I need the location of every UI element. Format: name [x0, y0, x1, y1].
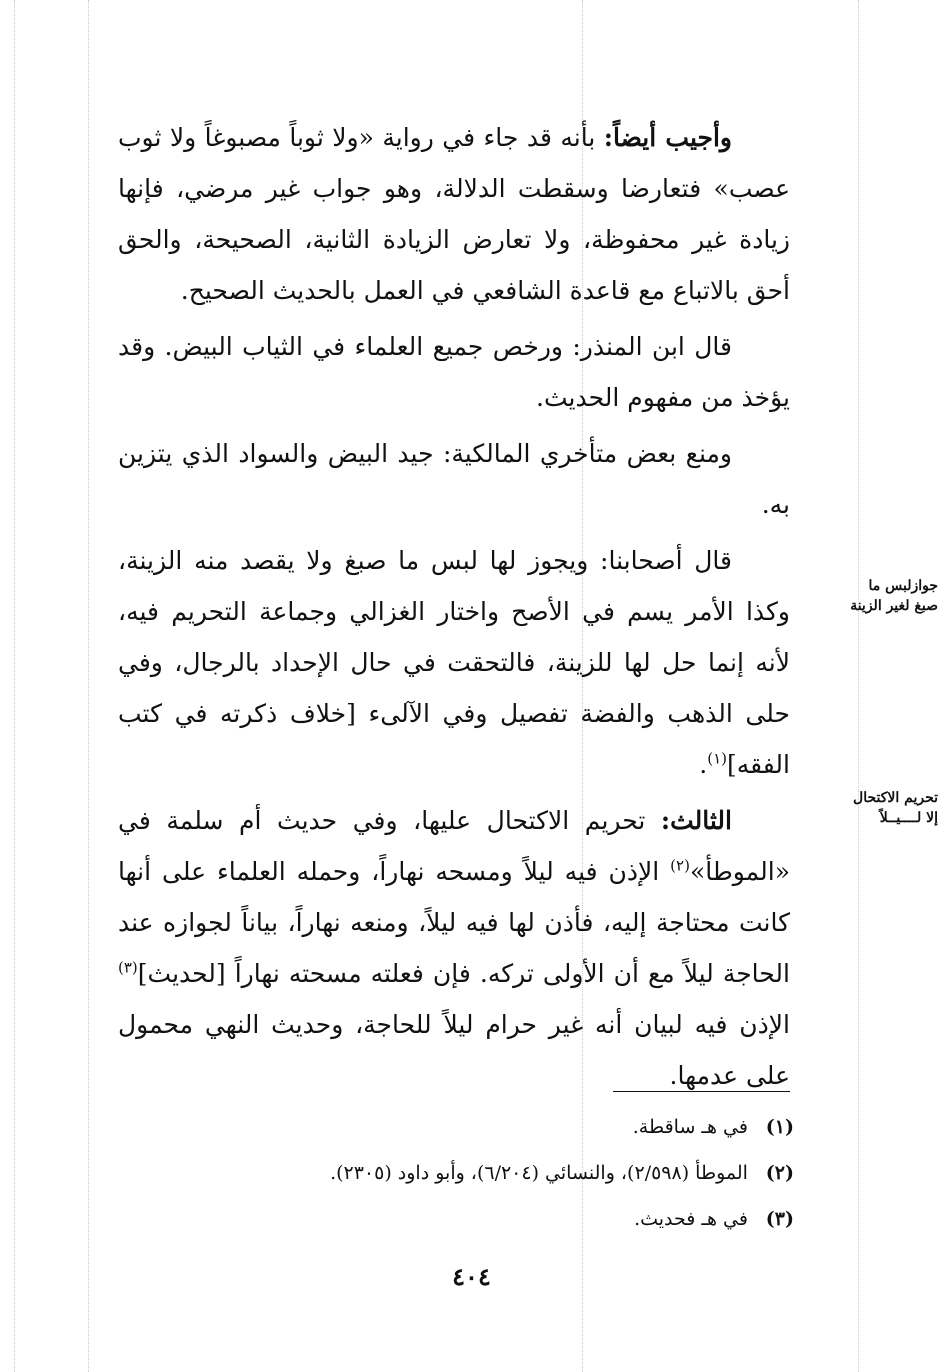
margin-note-line: صبغ لغير الزينة: [850, 598, 938, 614]
margin-note-line: تحريم الاكتحال: [853, 790, 938, 806]
footnote: [118, 1104, 794, 1150]
scan-artifact-line: [14, 0, 15, 1372]
page-number: ٤٠٤: [452, 1262, 491, 1291]
paragraph-text: تحريم الاكتحال عليها، وفي حديث أم سلمة في «الموطأ»: [118, 806, 790, 886]
paragraph-text: قال ابن المنذر: ورخص جميع العلماء في الثياب البيض. وقد يؤخذ من مفهوم الحديث.: [118, 332, 790, 412]
paragraph-text: الإذن فيه لبيان أنه غير حرام ليلاً للحاجة، وحديث النهي محمول على عدمها.: [118, 1010, 790, 1090]
scan-artifact-line: [858, 0, 859, 1372]
footnote-ref: (١): [707, 749, 727, 768]
paragraph-text: ومنع بعض متأخري المالكية: جيد البيض والسواد الذي يتزين به.: [118, 439, 790, 519]
footnote: [118, 1196, 794, 1242]
footnote-number: (٢): [765, 1162, 794, 1184]
paragraph-text: بأنه قد جاء في رواية «ولا ثوباً مصبوغاً ولا ثوب عصب» فتعارضا وسقطت الدلالة، وهو جواب غير مرضي، فإنها زيادة غير محفوظة، ولا تعارض الزيادة الثانية، الصحيحة، والحق أحق بالاتباع مع قاعدة الشافعي في العمل بالحديث الصحيح.: [118, 123, 790, 305]
footnote-separator: [613, 1091, 790, 1092]
footnote-number: (١): [765, 1116, 794, 1138]
paragraph: [118, 428, 790, 530]
margin-note-kohl: [798, 788, 938, 828]
paragraph: [118, 535, 790, 790]
margin-note-line: جوازلبس ما: [868, 578, 938, 594]
paragraph-text: الإذن فيه ليلاً ومسحه نهاراً، وحمله العلماء على أنها كانت محتاجة إليه، فأذن لها فيه ليلاً، ومنعه نهاراً، بياناً لجوازه عند الحاجة ليلاً مع أن الأولى تركه. فإن فعلته مسحته نهاراً [لحديث]: [118, 857, 790, 988]
paragraph: [118, 321, 790, 423]
footnote: [118, 1150, 794, 1196]
footnote-ref: (٢): [670, 856, 690, 875]
paragraph-lead: وأجيب أيضاً:: [603, 123, 732, 152]
footnote-text: الموطأ (٢/٥٩٨)، والنسائي (٦/٢٠٤)، وأبو داود (٢٣٠٥).: [330, 1162, 748, 1184]
footnote-number: (٣): [765, 1208, 794, 1230]
paragraph: [118, 112, 790, 316]
margin-note-dye: [798, 576, 938, 616]
footnotes: [118, 1104, 794, 1242]
margin-note-line: إلا لــــيــلاً: [879, 810, 938, 826]
footnote-text: في هـ فحديث.: [634, 1208, 748, 1230]
paragraph-text: قال أصحابنا: ويجوز لها لبس ما صبغ ولا يقصد منه الزينة، وكذا الأمر يسم في الأصح واختار الغزالي وجماعة التحريم فيه، لأنه إنما حل لها للزينة، فالتحقت في حال الإحداد بالرجال، وفي حلى الذهب والفضة تفصيل وفي الآلىء [خلاف ذكرته في كتب الفقه]: [118, 546, 790, 779]
footnote-ref: (٣): [118, 958, 138, 977]
paragraph-lead: الثالث:: [660, 806, 732, 835]
main-text: [118, 112, 790, 1106]
footnote-text: في هـ ساقطة.: [632, 1116, 748, 1138]
paragraph-tail: .: [699, 750, 708, 779]
scan-artifact-line: [88, 0, 89, 1372]
paragraph: [118, 795, 790, 1101]
